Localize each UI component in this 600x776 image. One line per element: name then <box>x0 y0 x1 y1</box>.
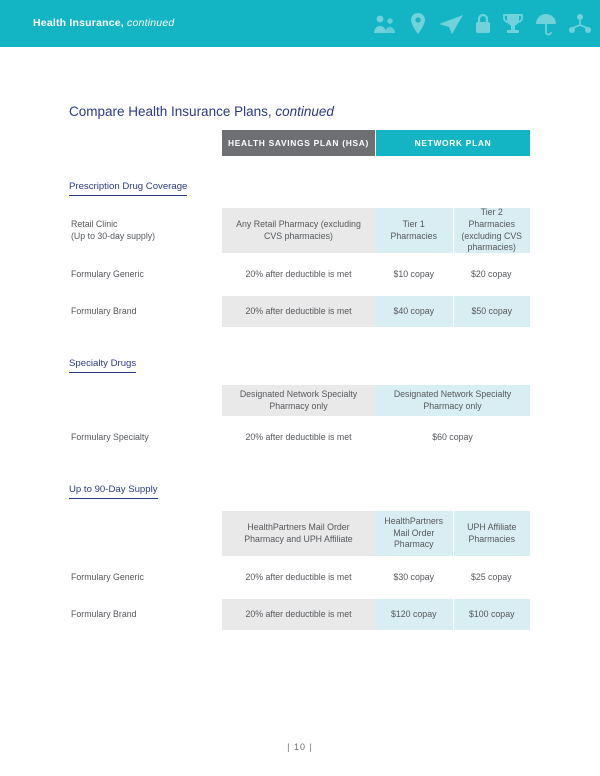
table-row <box>69 422 530 453</box>
row-label-formulary-specialty: Formulary Specialty <box>71 431 149 442</box>
page-title-main: Compare Health Insurance Plans, <box>69 104 272 119</box>
category-prescription-row <box>69 176 530 196</box>
cell-network-uph-brand: $100 copay <box>453 599 531 630</box>
page-title <box>69 104 334 119</box>
row-label-formulary-generic: Formulary Generic <box>71 268 144 279</box>
spacer <box>69 327 530 353</box>
cell-hsa-formulary-specialty: 20% after deductible is met <box>245 431 352 442</box>
header-title <box>33 17 174 29</box>
row-label-ninety-day-generic: Formulary Generic <box>71 571 144 582</box>
category-prescription-wrap <box>69 176 222 196</box>
cell-hsa-ninety-day-brand: 20% after deductible is met <box>222 599 375 630</box>
header-title-main: Health Insurance, <box>33 17 124 29</box>
plan-header-spacer <box>69 130 222 156</box>
row-label-ninety-day-header <box>69 511 222 556</box>
trophy-icon <box>502 12 524 36</box>
category-ninety-day-label: Up to 90-Day Supply <box>69 484 158 499</box>
plan-header-network: NETWORK PLAN <box>376 130 530 156</box>
plan-header-hsa: HEALTH SAVINGS PLAN (HSA) <box>222 130 375 156</box>
cell-network-uph-generic: $25 copay <box>470 571 512 582</box>
umbrella-icon <box>534 12 558 36</box>
category-specialty-row <box>69 353 530 373</box>
category-ninety-day-row <box>69 479 530 499</box>
spacer <box>69 156 530 176</box>
cell-network-tier2-formulary-brand: $50 copay <box>453 296 531 327</box>
row-label-retail-clinic <box>69 208 222 253</box>
category-specialty-wrap <box>69 353 222 373</box>
page-title-continued: continued <box>271 104 334 119</box>
row-label-line2: (Up to 30-day supply) <box>71 230 156 241</box>
page-footer <box>0 742 600 752</box>
table-row <box>69 599 530 630</box>
page-number: | 10 | <box>287 742 313 752</box>
cell-network-tier2-formulary-generic: $20 copay <box>470 268 512 279</box>
cell-hsa-formulary-brand: 20% after deductible is met <box>222 296 375 327</box>
benefits-table <box>69 130 530 630</box>
table-row <box>69 259 530 290</box>
cell-network-tier1-retail-clinic: Tier 1 Pharmacies <box>375 208 453 253</box>
spacer <box>69 499 530 511</box>
cell-network-uph-affiliate: UPH Affiliate Pharmacies <box>453 511 531 556</box>
cell-network-specialty-pharmacy: Designated Network Specialty Pharmacy only <box>375 385 530 416</box>
row-label-line1: Retail Clinic <box>71 218 118 229</box>
cell-network-formulary-specialty: $60 copay <box>432 431 473 442</box>
header-title-continued: continued <box>123 17 175 29</box>
cell-hsa-retail-clinic: Any Retail Pharmacy (excluding CVS pharmacies) <box>222 208 375 253</box>
category-prescription-label: Prescription Drug Coverage <box>69 181 187 196</box>
lock-icon <box>474 12 492 36</box>
spacer <box>69 373 530 385</box>
table-row <box>69 562 530 593</box>
category-ninety-day-wrap <box>69 479 222 499</box>
spacer <box>69 453 530 479</box>
table-row <box>69 208 530 253</box>
row-label-formulary-brand: Formulary Brand <box>71 305 137 316</box>
table-row <box>69 296 530 327</box>
cell-network-tier1-formulary-brand: $40 copay <box>375 296 453 327</box>
paper-plane-icon <box>438 13 464 35</box>
location-pin-icon <box>408 12 428 36</box>
people-icon <box>372 13 398 35</box>
plan-header-row <box>69 130 530 156</box>
category-specialty-label: Specialty Drugs <box>69 358 136 373</box>
cell-network-mail-order-brand: $120 copay <box>375 599 453 630</box>
network-icon <box>568 12 592 36</box>
cell-network-mail-order-generic: $30 copay <box>393 571 435 582</box>
cell-network-mail-order: HealthPartners Mail Order Pharmacy <box>375 511 453 556</box>
cell-hsa-ninety-day-generic: 20% after deductible is met <box>245 571 352 582</box>
page-header <box>0 0 600 47</box>
table-row <box>69 511 530 556</box>
cell-network-tier2-retail-clinic: Tier 2 Pharmacies (excluding CVS pharmacies) <box>453 208 531 253</box>
cell-hsa-specialty-pharmacy: Designated Network Specialty Pharmacy only <box>222 385 375 416</box>
cell-hsa-mail-order: HealthPartners Mail Order Pharmacy and UPH Affiliate <box>222 511 375 556</box>
row-label-specialty-header <box>69 385 222 416</box>
row-label-ninety-day-brand: Formulary Brand <box>71 608 137 619</box>
table-row <box>69 385 530 416</box>
cell-network-tier1-formulary-generic: $10 copay <box>393 268 435 279</box>
header-icon-row <box>372 4 592 44</box>
cell-hsa-formulary-generic: 20% after deductible is met <box>245 268 352 279</box>
